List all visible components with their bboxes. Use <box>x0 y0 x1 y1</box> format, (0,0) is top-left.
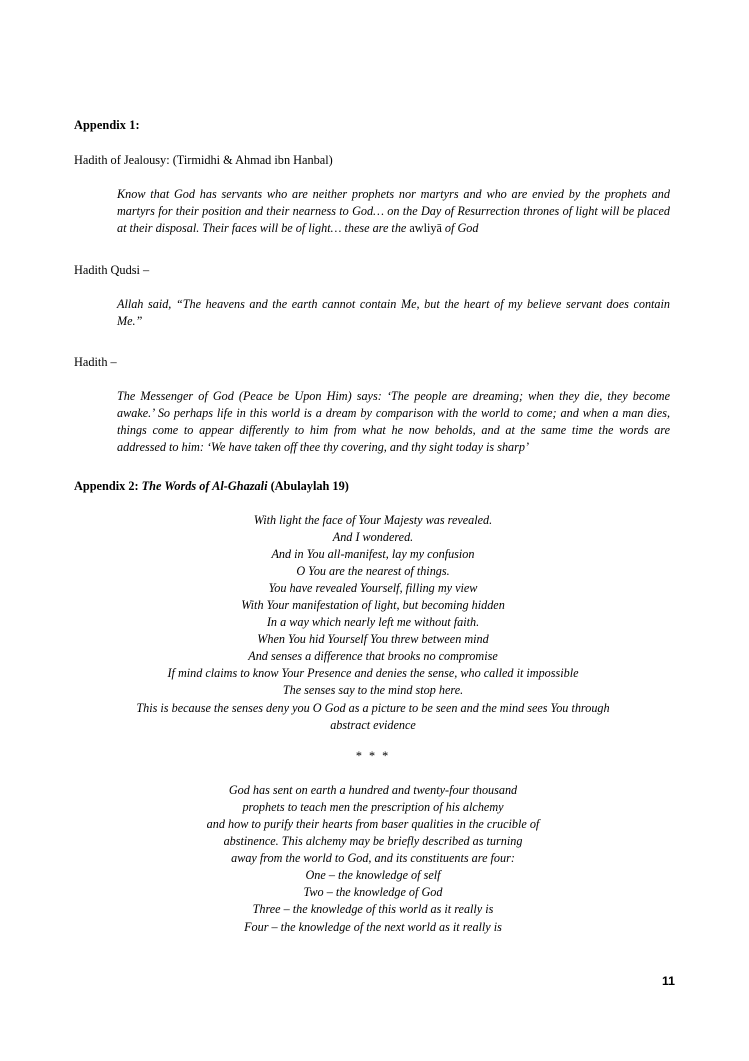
stanza-separator: * * * <box>355 748 391 763</box>
poem-line: Two – the knowledge of God <box>303 885 443 900</box>
poem-line: Three – the knowledge of this world as it really is <box>252 902 494 917</box>
appendix-2-heading-prefix: Appendix 2: <box>74 479 142 494</box>
appendix-1-heading: Appendix 1: <box>74 118 140 132</box>
awliya-term: awliyā <box>409 221 442 236</box>
hadith-label: Hadith – <box>74 354 117 369</box>
hadith-qudsi-quote: Allah said, “The heavens and the earth cannot contain Me, but the heart of my believe servant does contain Me.” <box>117 296 670 328</box>
poem-line: away from the world to God, and its constituents are four: <box>231 851 515 866</box>
poem-line: With light the face of Your Majesty was revealed. <box>253 512 493 527</box>
hadith-quote: The Messenger of God (Peace be Upon Him) says: ‘The people are dreaming; when they die, they become awake.’ So perhaps life in this world is a dream by comparison with the world to come; and when a man dies, things come to appear differently to him from what he now beholds, and at the same time the words are addressed to him: ‘We have taken off thee thy covering, and thy sight today is sharp’ <box>117 389 670 455</box>
quote-text-part-1: Know that God has servants who are neither prophets nor martyrs and who are envied by the prophets and martyrs for their position and their nearness to God… on the Day of Resurrection thrones of light will be placed at their disposal. Their faces will be of light… these are the <box>117 187 670 236</box>
poem-line: O You are the nearest of things. <box>296 563 450 578</box>
poem-line: And I wondered. <box>332 529 414 544</box>
hadith-of-jealousy-quote <box>117 186 670 237</box>
poem-line: In a way which nearly left me without faith. <box>266 615 480 630</box>
appendix-2-heading <box>74 479 670 493</box>
poem-line: and how to purify their hearts from baser qualities in the crucible of <box>206 816 540 831</box>
poem-line: When You hid Yourself You threw between mind <box>257 632 489 647</box>
poem-line: abstinence. This alchemy may be briefly described as turning <box>223 834 523 849</box>
poem-line: And senses a difference that brooks no compromise <box>248 649 498 664</box>
page-number: 11 <box>662 974 675 988</box>
poem-line: prophets to teach men the prescription of his alchemy <box>242 799 504 814</box>
quote-text-part-2: of God <box>441 221 479 236</box>
hadith-qudsi-label: Hadith Qudsi – <box>74 262 150 277</box>
page-content <box>74 118 670 936</box>
poem-line: The senses say to the mind stop here. <box>282 683 464 698</box>
appendix-2-heading-title: The Words of Al-Ghazali <box>141 479 268 494</box>
poem-line: With Your manifestation of light, but becoming hidden <box>241 598 505 613</box>
poem-line: God has sent on earth a hundred and twenty-four thousand <box>228 782 518 797</box>
appendix-2-heading-suffix: (Abulaylah 19) <box>267 479 349 494</box>
spacer <box>74 456 670 479</box>
ghazali-poem-stanza-1 <box>75 512 671 734</box>
poem-line: You have revealed Yourself, filling my view <box>268 580 478 595</box>
ghazali-poem-stanza-2 <box>75 768 671 936</box>
spacer <box>74 238 670 263</box>
poem-line: One – the knowledge of self <box>305 868 441 883</box>
poem-line: And in You all-manifest, lay my confusion <box>271 546 475 561</box>
poem-line: This is because the senses deny you O God as a picture to be seen and the mind sees You through <box>136 700 610 715</box>
poem-line: abstract evidence <box>330 717 416 732</box>
spacer <box>74 330 670 355</box>
poem-line: Four – the knowledge of the next world as it really is <box>244 919 502 934</box>
hadith-of-jealousy-label: Hadith of Jealousy: (Tirmidhi & Ahmad ibn Hanbal) <box>74 153 333 168</box>
poem-line: If mind claims to know Your Presence and denies the sense, who called it impossible <box>167 666 579 681</box>
